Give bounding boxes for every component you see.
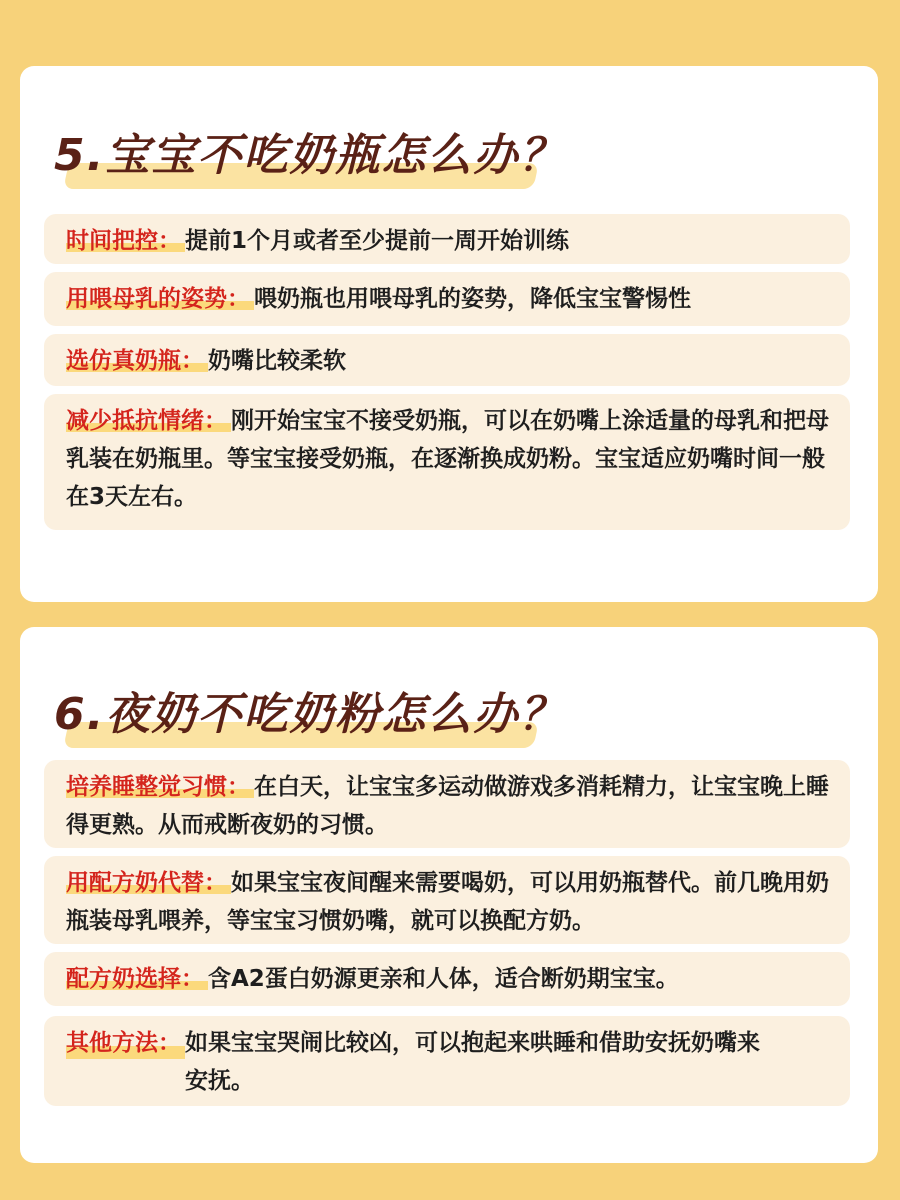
section-title: 6.夜奶不吃奶粉怎么办？ (54, 689, 566, 740)
tip-label: 时间把控： (66, 228, 185, 254)
section-title-wrap (54, 680, 565, 750)
tip-text: 提前1个月或者至少提前一周开始训练 (185, 228, 570, 254)
tip-item-reduce-resistance (44, 394, 850, 530)
tip-text: 含A2蛋白奶源更亲和人体，适合断奶期宝宝。 (208, 966, 679, 992)
tip-text: 奶嘴比较柔软 (208, 348, 346, 374)
tip-label: 用喂母乳的姿势： (66, 286, 254, 312)
tip-item-other-methods (44, 1016, 850, 1106)
tip-label: 减少抵抗情绪： (66, 408, 231, 434)
tip-label: 用配方奶代替： (66, 870, 231, 896)
tip-item-sleep-habit (44, 760, 850, 848)
tip-label: 其他方法： (66, 1024, 185, 1062)
tip-item-time (44, 214, 850, 264)
section-card-bottle (20, 66, 878, 602)
tip-text: 刚开始宝宝不接受奶瓶，可以在奶嘴上涂适量的母乳和把母乳装在奶瓶里。等宝宝接受奶瓶，在逐渐换成奶粉。宝宝适应奶嘴时间一般在3天左右。 (66, 408, 829, 510)
tip-item-posture (44, 272, 850, 326)
tip-label: 选仿真奶瓶： (66, 348, 208, 374)
section-card-night-feeding (20, 627, 878, 1163)
tip-item-formula-choice (44, 952, 850, 1006)
section-title: 5.宝宝不吃奶瓶怎么办？ (54, 130, 566, 181)
section-title-wrap (54, 121, 565, 191)
tip-item-bottle-choice (44, 334, 850, 386)
tip-label: 培养睡整觉习惯： (66, 774, 254, 800)
tip-text: 如果宝宝夜间醒来需要喝奶，可以用奶瓶替代。前几晚用奶瓶装母乳喂养，等宝宝习惯奶嘴，就可以换配方奶。 (66, 870, 829, 934)
tip-item-formula-replace (44, 856, 850, 944)
tip-text: 如果宝宝哭闹比较凶，可以抱起来哄睡和借助安抚奶嘴来安抚。 (185, 1030, 760, 1094)
tip-label: 配方奶选择： (66, 966, 208, 992)
tip-text: 喂奶瓶也用喂母乳的姿势，降低宝宝警惕性 (254, 286, 691, 312)
tip-text: 在白天，让宝宝多运动做游戏多消耗精力，让宝宝晚上睡得更熟。从而戒断夜奶的习惯。 (66, 774, 829, 838)
